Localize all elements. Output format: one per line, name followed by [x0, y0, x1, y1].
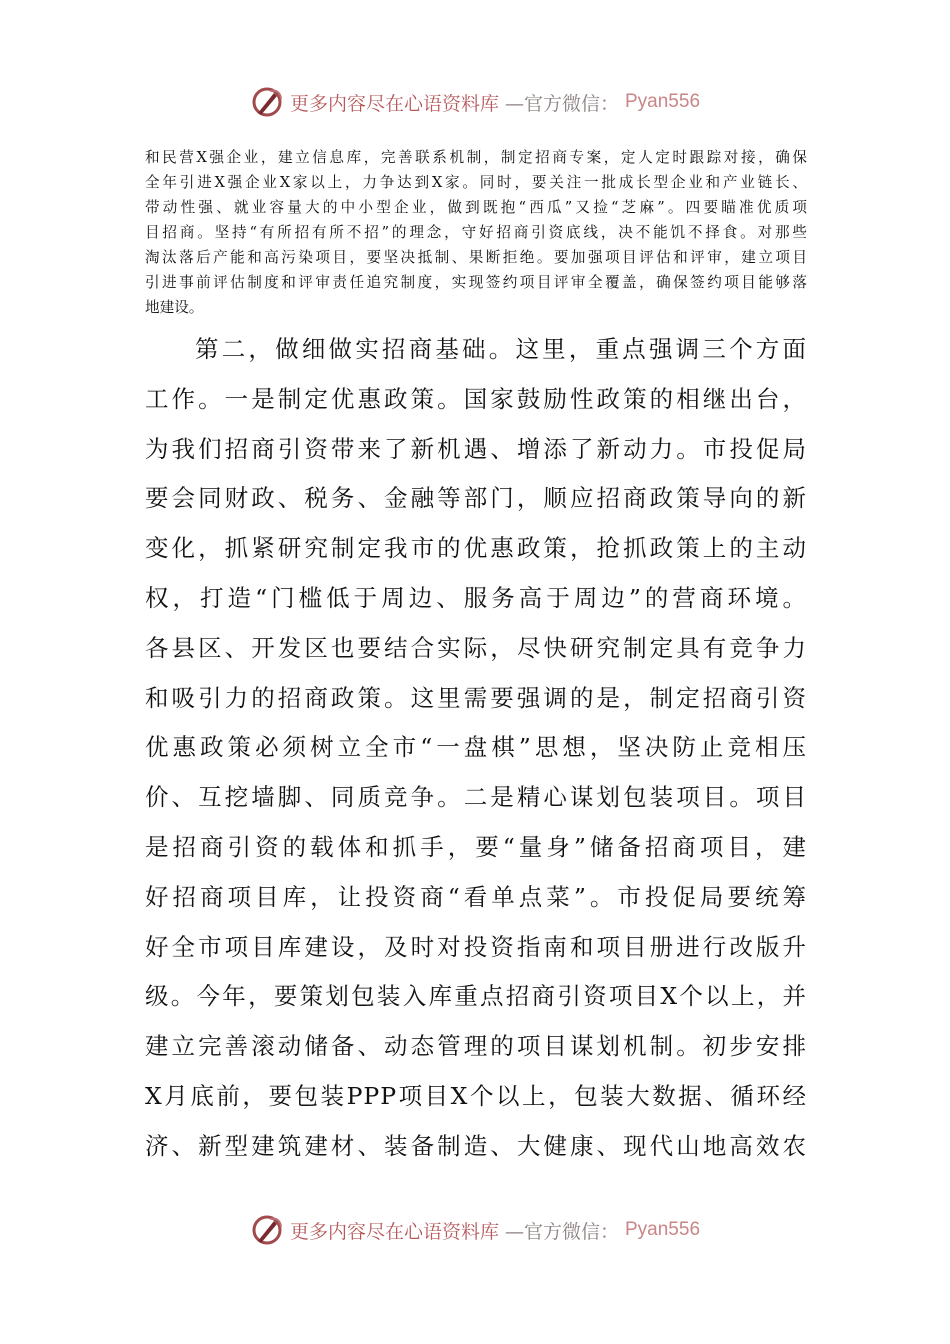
watermark-label: —官方微信： [504, 92, 619, 115]
text-line: 为我们招商引资带来了新机遇、增添了新动力。市投促局 [145, 434, 807, 463]
pen-logo-icon [250, 85, 284, 119]
watermark-wechat-id: Pyan556 [625, 91, 701, 112]
text-line: 好招商项目库，让投资商“看单点菜”。市投促局要统筹 [145, 882, 807, 911]
text-line: 工作。一是制定优惠政策。国家鼓励性政策的相继出台， [145, 384, 807, 413]
small-paragraph [145, 145, 807, 320]
text-line: 变化，抓紧研究制定我市的优惠政策，抢抓政策上的主动 [145, 534, 807, 563]
text-line: 好全市项目库建设，及时对投资指南和项目册进行改版升 [145, 932, 807, 961]
watermark-header [0, 82, 950, 122]
text-line: 济、新型建筑建材、装备制造、大健康、现代山地高效农 [145, 1131, 807, 1160]
text-line: 价、互挖墙脚、同质竞争。二是精心谋划包装项目。项目 [145, 783, 807, 812]
text-line: 地建设。 [145, 299, 204, 316]
text-line: 全年引进X强企业X家以上，力争达到X家。同时，要关注一批成长型企业和产业链长、 [145, 174, 807, 191]
text-line: 和吸引力的招商政策。这里需要强调的是，制定招商引资 [145, 683, 807, 712]
watermark-footer [0, 1210, 950, 1250]
pen-logo-icon [250, 1213, 284, 1247]
text-line: 权，打造“门槛低于周边、服务高于周边”的营商环境。 [145, 583, 807, 612]
text-line: 引进事前评估制度和评审责任追究制度，实现签约项目评审全覆盖，确保签约项目能够落 [145, 274, 807, 291]
text-line: 带动性强、就业容量大的中小型企业，做到既抱“西瓜”又捡“芝麻”。四要瞄准优质项 [145, 199, 807, 216]
main-paragraph [145, 325, 807, 1172]
watermark-label: —官方微信： [504, 1220, 619, 1243]
text-line: 淘汰落后产能和高污染项目，要坚决抵制、果断拒绝。要加强项目评估和评审，建立项目 [145, 249, 807, 266]
watermark-text: 更多内容尽在心语资料库 [289, 1220, 499, 1243]
text-line: 和民营X强企业，建立信息库，完善联系机制，制定招商专案，定人定时跟踪对接，确保 [145, 149, 807, 166]
text-line: 建立完善滚动储备、动态管理的项目谋划机制。初步安排 [145, 1032, 807, 1061]
text-line: 目招商。坚持“有所招有所不招”的理念，守好招商引资底线，决不能饥不择食。对那些 [145, 224, 807, 241]
text-line: X月底前，要包装PPP项目X个以上，包装大数据、循环经 [145, 1081, 807, 1110]
text-line: 第二，做细做实招商基础。这里，重点强调三个方面 [195, 335, 807, 363]
text-line: 是招商引资的载体和抓手，要“量身”储备招商项目，建 [145, 832, 807, 861]
text-line: 优惠政策必须树立全市“一盘棋”思想，坚决防止竞相压 [145, 733, 807, 762]
text-line: 级。今年，要策划包装入库重点招商引资项目X个以上，并 [145, 982, 807, 1011]
watermark-text: 更多内容尽在心语资料库 [289, 92, 499, 115]
text-line: 各县区、开发区也要结合实际，尽快研究制定具有竞争力 [145, 633, 807, 662]
watermark-wechat-id: Pyan556 [625, 1219, 701, 1240]
text-line: 要会同财政、税务、金融等部门，顺应招商政策导向的新 [145, 484, 807, 513]
